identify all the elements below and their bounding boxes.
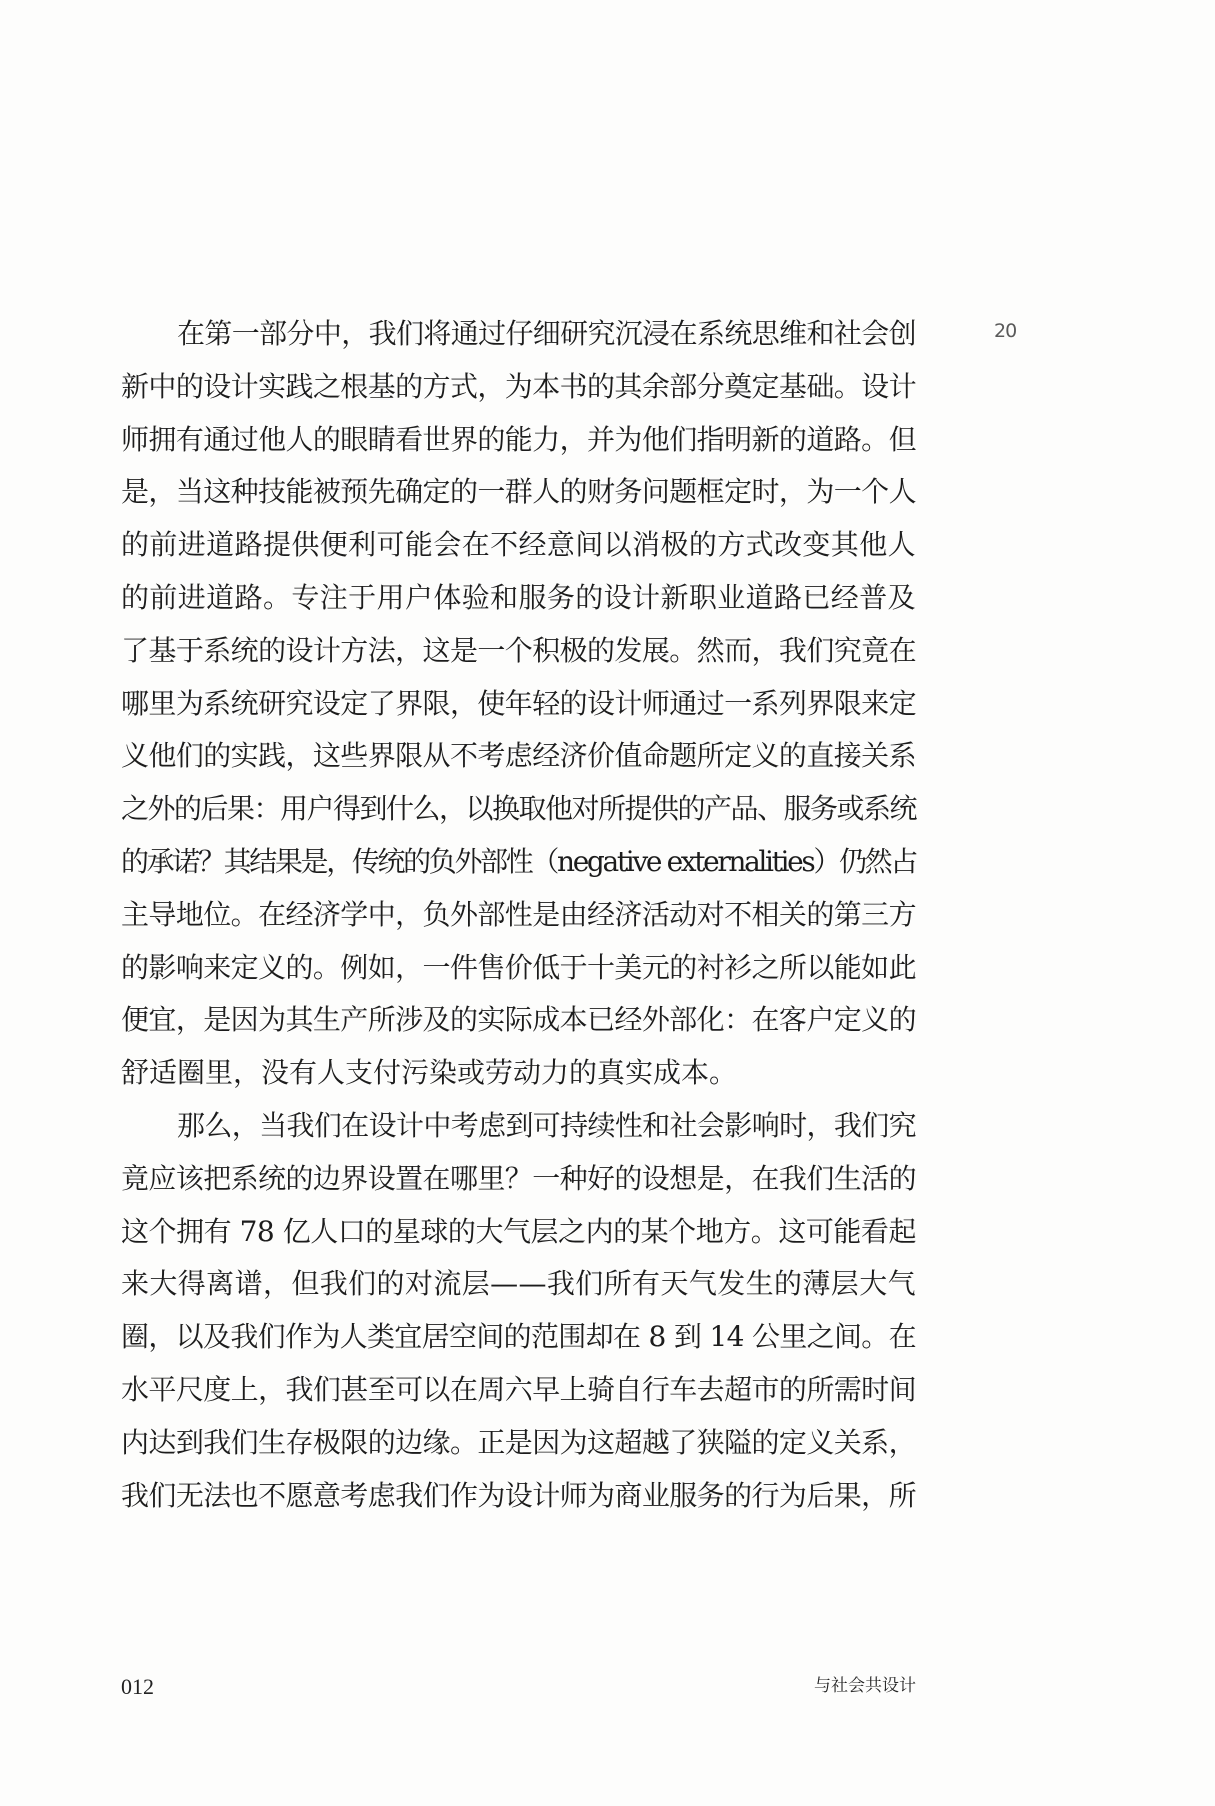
body-text-line: 舒适圈里，没有人支付污染或劳动力的真实成本。 [121, 1056, 738, 1090]
body-text-line: 新中的设计实践之根基的方式，为本书的其余部分奠定基础。设计 [121, 369, 916, 403]
paragraph-1 [121, 308, 916, 1100]
body-text-line: 义他们的实践，这些界限从不考虑经济价值命题所定义的直接关系 [121, 739, 916, 773]
body-text-line: 的前进道路。专注于用户体验和服务的设计新职业道路已经普及 [121, 580, 916, 614]
body-text-line: 圈，以及我们作为人类宜居空间的范围却在 8 到 14 公里之间。在 [121, 1320, 916, 1354]
body-text-line: 哪里为系统研究设定了界限，使年轻的设计师通过一系列界限来定 [121, 686, 916, 720]
body-text-line: 这个拥有 78 亿人口的星球的大气层之内的某个地方。这可能看起 [121, 1214, 916, 1248]
body-text-line: 内达到我们生存极限的边缘。正是因为这超越了狭隘的定义关系， [121, 1425, 916, 1459]
paragraph-2 [121, 1100, 916, 1522]
body-text [121, 308, 916, 1522]
margin-note-number: 20 [994, 320, 1017, 342]
body-text-line: 我们无法也不愿意考虑我们作为设计师为商业服务的行为后果，所 [121, 1478, 916, 1512]
body-text-line: 师拥有通过他人的眼睛看世界的能力，并为他们指明新的道路。但 [121, 422, 916, 456]
body-text-line: 了基于系统的设计方法，这是一个积极的发展。然而，我们究竟在 [121, 633, 916, 667]
running-footer-title: 与社会共设计 [814, 1676, 916, 1696]
body-text-line: 之外的后果：用户得到什么，以换取他对所提供的产品、服务或系统 [121, 792, 916, 826]
page-number: 012 [121, 1674, 154, 1699]
body-text-line: 水平尺度上，我们甚至可以在周六早上骑自行车去超市的所需时间 [121, 1372, 916, 1406]
body-text-line: 的承诺？其结果是，传统的负外部性（negative externalities）仍然占 [121, 844, 916, 878]
body-text-line: 在第一部分中，我们将通过仔细研究沉浸在系统思维和社会创 [177, 317, 916, 350]
body-text-line: 便宜，是因为其生产所涉及的实际成本已经外部化：在客户定义的 [121, 1003, 916, 1037]
body-text-line: 来大得离谱，但我们的对流层——我们所有天气发生的薄层大气 [121, 1267, 916, 1301]
body-text-line: 的前进道路提供便利可能会在不经意间以消极的方式改变其他人 [121, 528, 916, 562]
body-text-line: 的影响来定义的。例如，一件售价低于十美元的衬衫之所以能如此 [121, 950, 916, 984]
body-text-line: 是，当这种技能被预先确定的一群人的财务问题框定时，为一个人 [121, 475, 916, 509]
body-text-line: 那么，当我们在设计中考虑到可持续性和社会影响时，我们究 [177, 1108, 916, 1142]
body-text-line: 主导地位。在经济学中，负外部性是由经济活动对不相关的第三方 [121, 897, 916, 931]
body-text-line: 竟应该把系统的边界设置在哪里？一种好的设想是，在我们生活的 [121, 1161, 916, 1195]
